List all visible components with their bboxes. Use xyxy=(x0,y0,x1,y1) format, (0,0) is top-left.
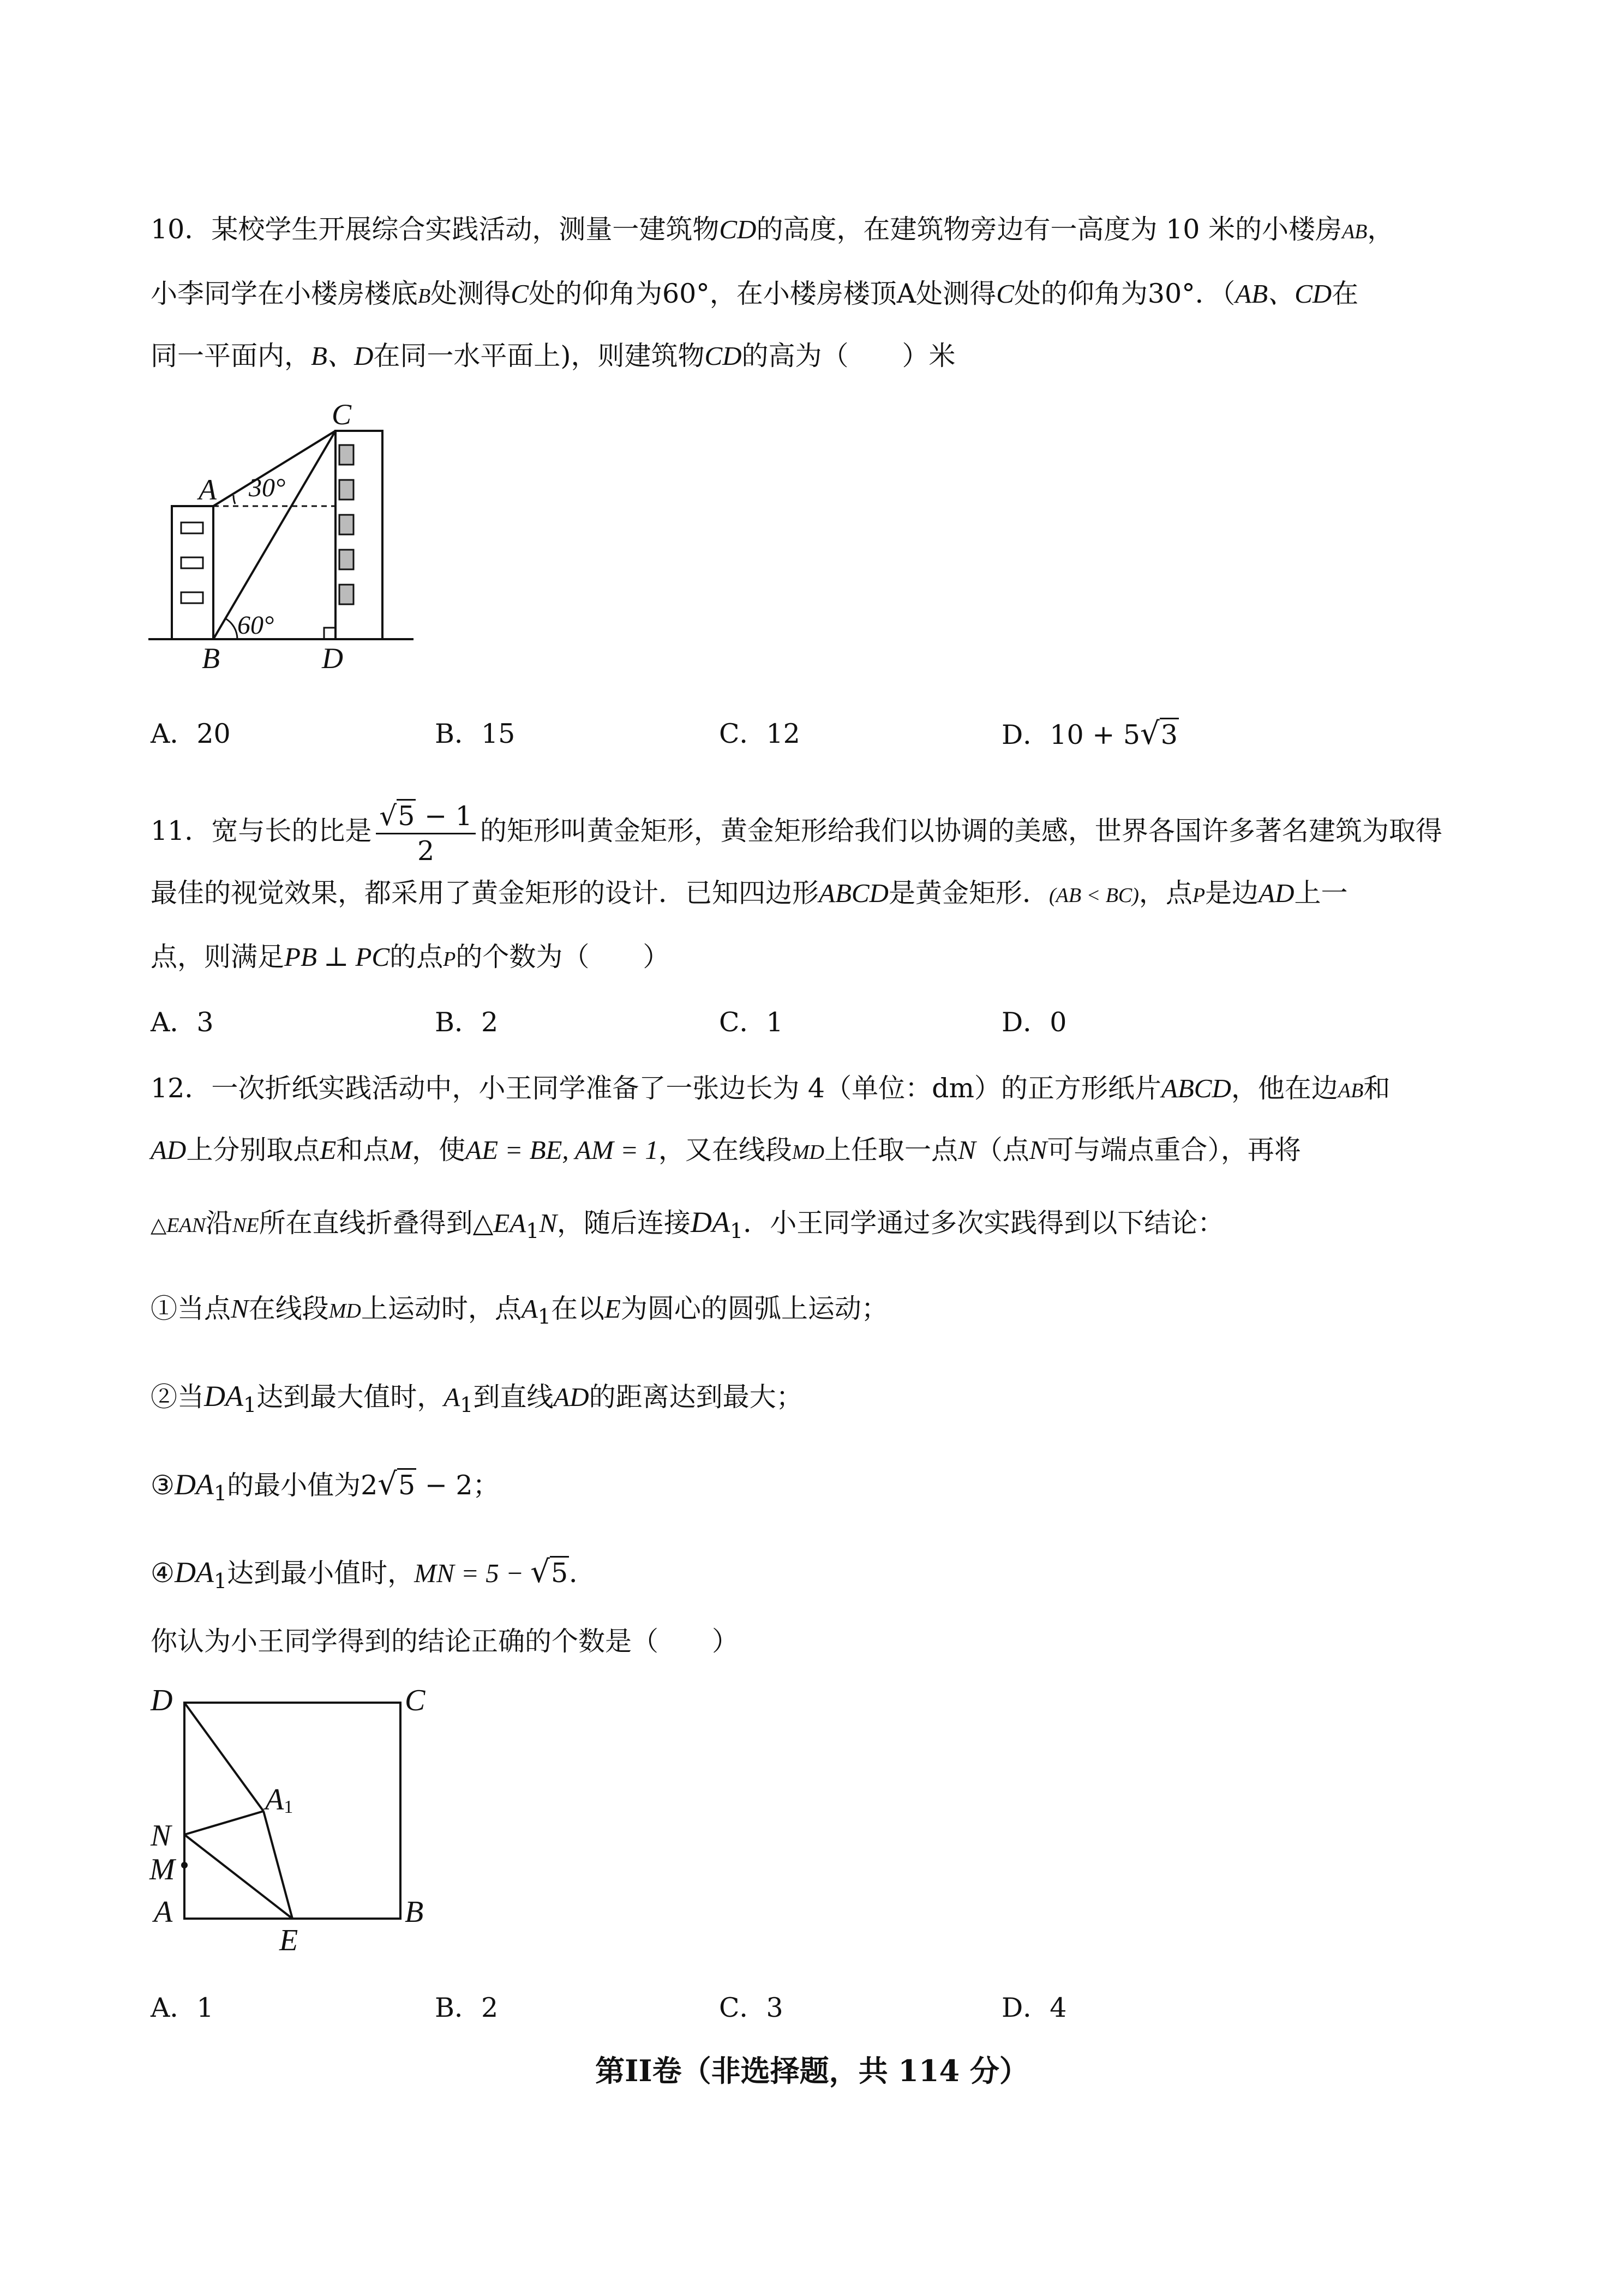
q12-fig-label-a: A xyxy=(154,1895,173,1929)
q11-option-d: D．0 xyxy=(1002,1007,1067,1038)
q12-line-2: AD上分别取点E和点M，使AE = BE, AM = 1，又在线段MD上任取一点N（点N可与端点重合），再将 xyxy=(151,1134,1301,1165)
q11-line-2: 最佳的视觉效果，都采用了黄金矩形的设计．已知四边形ABCD是黄金矩形．(AB < BC)，点P是边AD上一 xyxy=(151,877,1348,909)
q12-option-d: D．4 xyxy=(1002,1992,1067,2023)
q10-fig-angle-60: 60° xyxy=(237,611,274,640)
q12-option-c: C．3 xyxy=(719,1992,783,2023)
q12-line-3: △EAN沿NE所在直线折叠得到$\triangle EA_1N$，随后连接$DA_1$．小王同学通过多次实践得到以下结论： xyxy=(151,1206,1225,1243)
section-title: 第II卷（非选择题，共 114 分） xyxy=(595,2053,1029,2088)
q10-fig-angle-30: 30° xyxy=(249,473,286,502)
q12-figure xyxy=(142,1680,447,1963)
q12-conclusion-3: $③DA_1$的最小值为2√5 − 2； xyxy=(151,1466,500,1505)
q10-fig-label-b: B xyxy=(202,642,220,675)
q12-fig-label-m: M xyxy=(149,1853,175,1886)
q12-option-a: A．1 xyxy=(151,1992,214,2023)
q10-line-2: 小李同学在小楼房楼底B处测得C处的仰角为60°，在小楼房楼顶A处测得C处的仰角为30°．（AB、CD在 xyxy=(151,278,1359,309)
q12-conclusion-1: ①当点N在线段MD上运动时，点$A_1$在以E为圆心的圆弧上运动； xyxy=(151,1293,888,1329)
q12-fig-label-b: B xyxy=(405,1895,424,1929)
q10-option-b: B．15 xyxy=(435,718,516,749)
q10-figure xyxy=(142,398,426,682)
q12-fig-label-a1: A1 xyxy=(265,1783,293,1817)
q10-option-d: D．10 + 5√3 xyxy=(1002,716,1178,752)
q11-option-c: C．1 xyxy=(719,1007,783,1038)
q10-fig-label-d: D xyxy=(322,642,343,675)
q12-question: 你认为小王同学得到的结论正确的个数是（ ） xyxy=(151,1626,739,1657)
q12-fig-label-e: E xyxy=(279,1924,298,1957)
q11-option-a: A．3 xyxy=(151,1007,214,1038)
q12-line-1: 12．一次折纸实践活动中，小王同学准备了一张边长为 4（单位：dm）的正方形纸片ABCD，他在边AB和 xyxy=(151,1073,1391,1104)
q10-fig-label-c: C xyxy=(332,398,352,431)
q12-conclusion-4: $④DA_1$达到最小值时，MN = 5 − √5． xyxy=(151,1554,596,1593)
q12-option-b: B．2 xyxy=(435,1992,499,2023)
q12-fig-label-c: C xyxy=(405,1684,426,1717)
q10-line-1: 10．某校学生开展综合实践活动，测量一建筑物CD的高度，在建筑物旁边有一高度为 10 米的小楼房AB， xyxy=(151,214,1394,245)
q12-fig-label-n: N xyxy=(151,1819,171,1853)
q11-option-b: B．2 xyxy=(435,1007,499,1038)
q11-line-3: 点，则满足PB ⊥ PC的点P的个数为（ ） xyxy=(151,941,670,972)
q10-fig-label-a: A xyxy=(199,473,217,506)
q10-option-a: A．20 xyxy=(151,718,231,749)
q10-line-3: 同一平面内，B、D在同一水平面上)，则建筑物CD的高为（ ）米 xyxy=(151,340,956,371)
q12-fig-label-d: D xyxy=(151,1684,173,1717)
golden-ratio-fraction: $\frac{√5 - 1}{2}$ xyxy=(376,802,475,864)
q10-option-c: C．12 xyxy=(719,718,800,749)
q12-conclusion-2: ②当$DA_1$达到最大值时，$A_1$到直线AD的距离达到最大； xyxy=(151,1380,803,1417)
q11-line-1: 11．宽与长的比是 $\frac{√5 - 1}{2}$ 的矩形叫黄金矩形，黄金矩形给我们以协调的美感，世界各国许多著名建筑为取得 xyxy=(151,800,1442,867)
